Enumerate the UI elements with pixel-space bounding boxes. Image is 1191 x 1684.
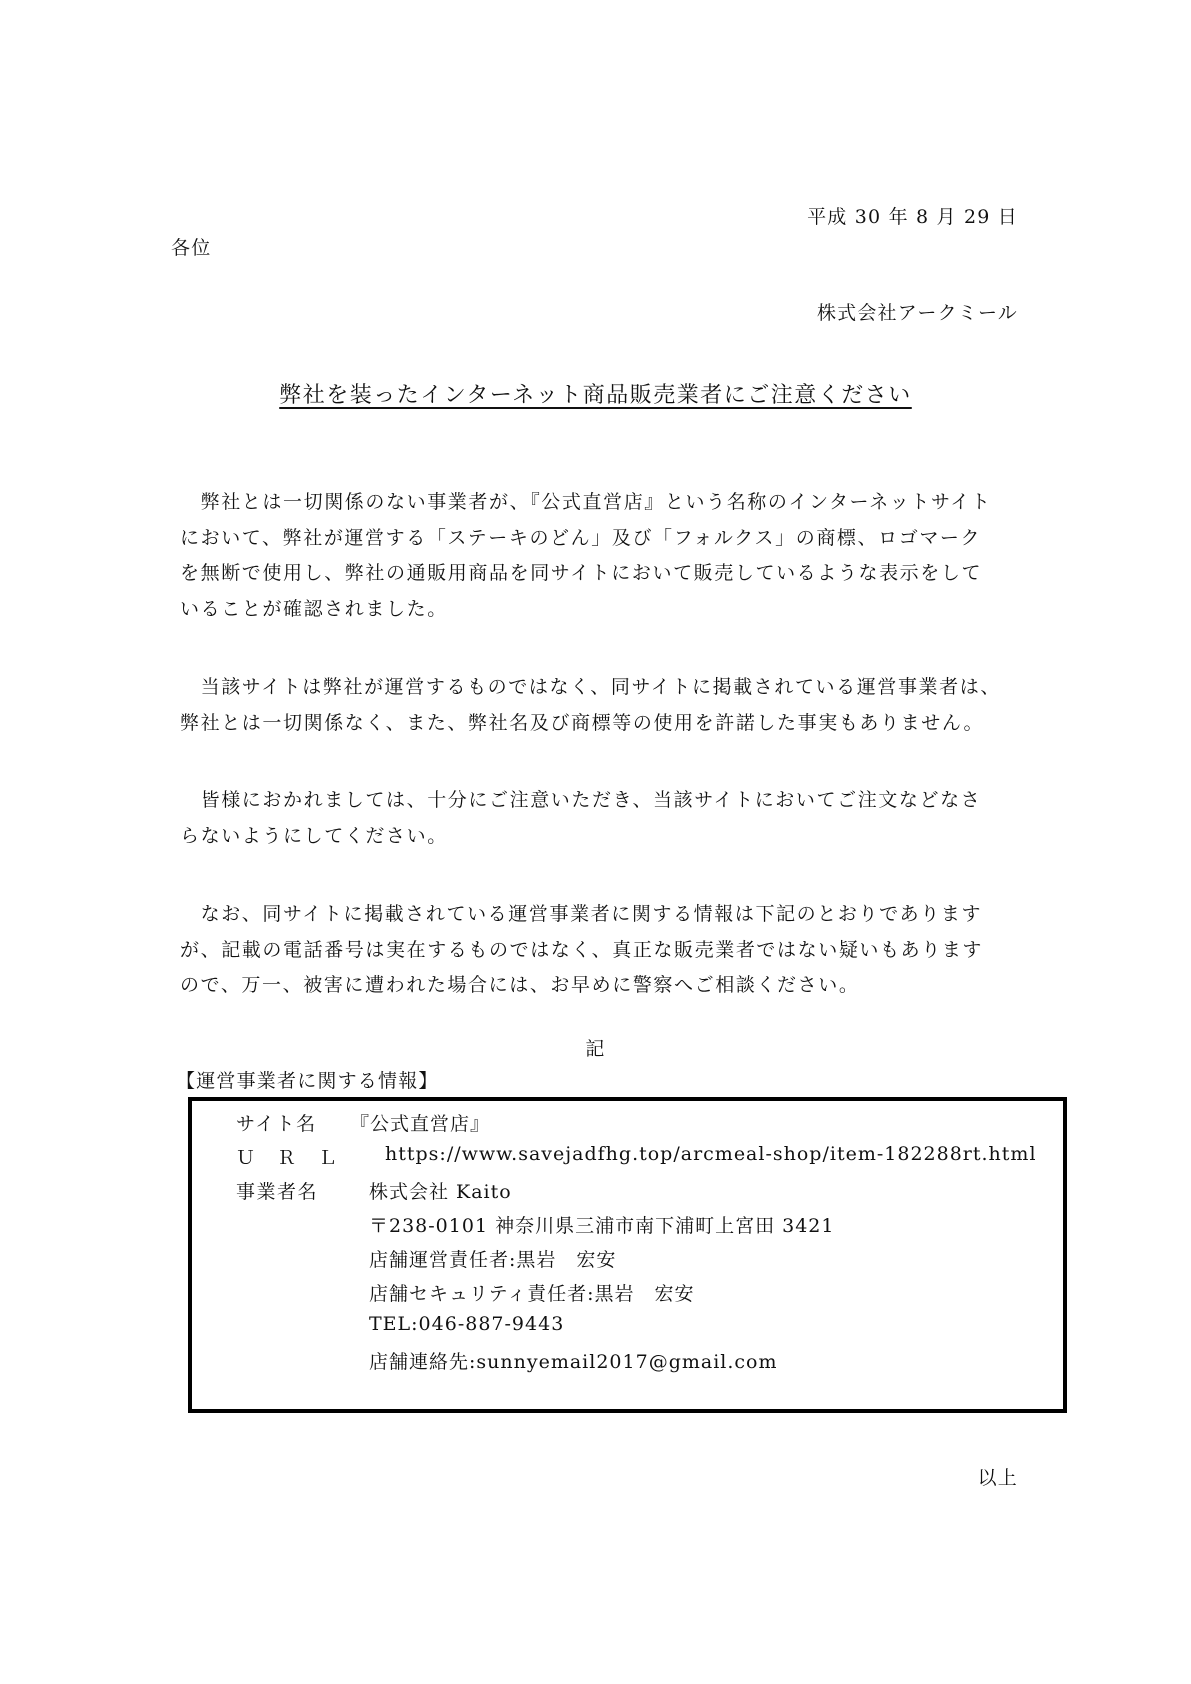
operator-name: 株式会社 Kaito: [369, 1181, 512, 1203]
operator-phone: TEL:046-887-9443: [369, 1313, 565, 1335]
operator-email: 店舗連絡先:sunnyemail2017@gmail.com: [369, 1351, 778, 1373]
site-name-value: 『公式直営店』: [350, 1113, 491, 1135]
document-date: 平成 30 年 8 月 29 日: [807, 206, 1018, 228]
paragraph-line: が、記載の電話番号は実在するものではなく、真正な販売業者ではない疑いもあります: [180, 938, 984, 961]
record-mark: 記: [585, 1038, 606, 1060]
store-manager: 店舗運営責任者:黒岩 宏安: [369, 1249, 617, 1271]
document-title: [0, 378, 1191, 409]
paragraph-line: ので、万一、被害に遭われた場合には、お早めに警察へご相談ください。: [180, 974, 860, 996]
url-value: https://www.savejadfhg.top/arcmeal-shop/item-182288rt.html: [385, 1143, 1037, 1165]
body-paragraph-3: [180, 783, 1025, 854]
paragraph-line: において、弊社が運営する「ステーキのどん」及び「フォルクス」の商標、ロゴマーク: [180, 526, 982, 549]
url-label: Ｕ Ｒ Ｌ: [236, 1147, 339, 1169]
paragraph-line: なお、同サイトに掲載されている運営事業者に関する情報は下記のとおりであります: [180, 903, 983, 925]
paragraph-line: らないようにしてください。: [180, 824, 448, 847]
operator-info-box: [188, 1097, 1067, 1413]
body-paragraph-4: [180, 897, 1025, 1004]
paragraph-line: いることが確認されました。: [180, 597, 448, 620]
body-paragraph-1: [180, 485, 1025, 627]
body-paragraph-2: [180, 670, 1025, 741]
paragraph-line: 皆様におかれましては、十分にご注意いただき、当該サイトにおいてご注文などなさ: [180, 789, 982, 811]
info-heading: 【運営事業者に関する情報】: [176, 1070, 439, 1092]
paragraph-line: 当該サイトは弊社が運営するものではなく、同サイトに掲載されている運営事業者は、: [180, 676, 1001, 698]
closing-mark: 以上: [977, 1467, 1018, 1489]
addressee: 各位: [171, 237, 212, 259]
operator-label: 事業者名: [236, 1181, 319, 1203]
operator-address: 〒238-0101 神奈川県三浦市南下浦町上宮田 3421: [369, 1215, 835, 1237]
paragraph-line: を無断で使用し、弊社の通販用商品を同サイトにおいて販売しているような表示をして: [180, 562, 983, 584]
security-manager: 店舗セキュリティ責任者:黒岩 宏安: [369, 1283, 695, 1305]
site-name-label: サイト名: [236, 1113, 317, 1135]
sender-company: 株式会社アークミール: [816, 302, 1018, 324]
document-title-text: 弊社を装ったインターネット商品販売業者にご注意ください: [279, 383, 912, 408]
paragraph-line: 弊社とは一切関係のない事業者が、『公式直営店』という名称のインターネットサイト: [180, 491, 992, 513]
paragraph-line: 弊社とは一切関係なく、また、弊社名及び商標等の使用を許諾した事実もありません。: [180, 711, 985, 734]
